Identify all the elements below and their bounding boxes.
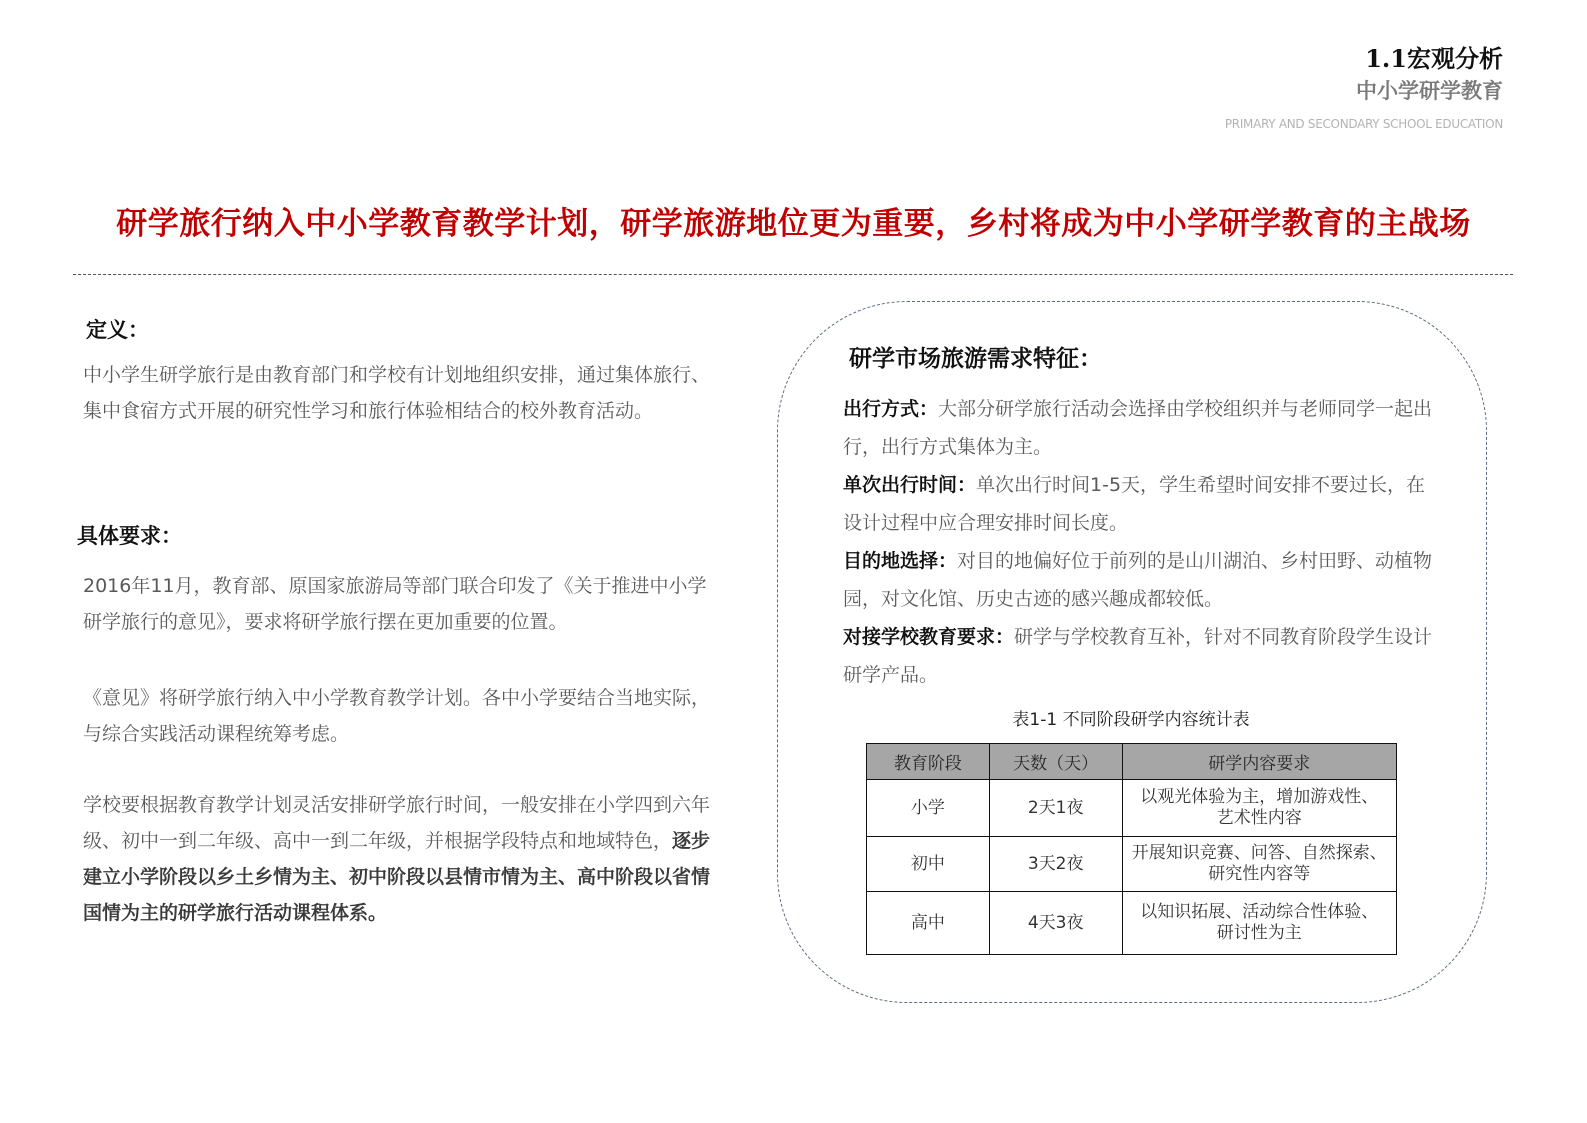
- cell-days: 3天2夜: [989, 837, 1122, 892]
- requirements-paragraph-1: 2016年11月，教育部、原国家旅游局等部门联合印发了《关于推进中小学研学旅行的意见》，要求将研学旅行摆在更加重要的位置。: [83, 575, 707, 633]
- cell-content-line: 以观光体验为主，增加游戏性、: [1140, 787, 1379, 807]
- definition-text: 中小学生研学旅行是由教育部门和学校有计划地组织安排，通过集体旅行、集中食宿方式开展的研究性学习和旅行体验相结合的校外教育活动。: [83, 364, 711, 422]
- table-row: [867, 780, 1397, 837]
- market-item-text: 对目的地偏好位于前列的是山川湖泊、乡村田野、动植物园，对文化馆、历史古迹的感兴趣成都较低。: [843, 550, 1433, 610]
- cell-stage: 小学: [867, 780, 990, 837]
- main-title: 研学旅行纳入中小学教育教学计划，研学旅游地位更为重要，乡村将成为中小学研学教育的主战场: [116, 206, 1471, 242]
- requirements-heading: 具体要求：: [77, 524, 182, 548]
- cell-days: 4天3夜: [989, 892, 1122, 955]
- cell-content-line: 研究性内容等: [1208, 864, 1311, 884]
- cell-content-line: 以知识拓展、活动综合性体验、: [1140, 902, 1379, 922]
- cell-stage: 高中: [867, 892, 990, 955]
- cell-content-line: 研讨性为主: [1216, 923, 1302, 943]
- market-heading: 研学市场旅游需求特征：: [849, 346, 1102, 372]
- market-item-label: 目的地选择：: [843, 550, 958, 572]
- market-item-trip-duration: [843, 466, 1443, 542]
- market-item-destination: [843, 542, 1443, 618]
- table-caption: 表1-1 不同阶段研学内容统计表: [1012, 710, 1250, 730]
- cell-content: [1122, 892, 1396, 955]
- market-item-label: 出行方式：: [843, 398, 939, 420]
- definition-heading: 定义：: [86, 318, 149, 342]
- cell-content: [1122, 837, 1396, 892]
- section-subtitle: 中小学研学教育: [1356, 79, 1503, 103]
- market-item-school-alignment: [843, 618, 1443, 694]
- title-divider: [73, 274, 1513, 275]
- market-item-text: 单次出行时间1-5天，学生希望时间安排不要过长，在设计过程中应合理安排时间长度。: [843, 474, 1426, 534]
- market-item-label: 对接学校教育要求：: [843, 626, 1015, 648]
- column-header-days: 天数（天）: [989, 744, 1122, 780]
- table-row: [867, 837, 1397, 892]
- stage-content-table: [866, 743, 1397, 955]
- cell-content: [1122, 780, 1396, 837]
- market-item-label: 单次出行时间：: [843, 474, 977, 496]
- requirements-paragraph-3-normal: 学校要根据教育教学计划灵活安排研学旅行时间，一般安排在小学四到六年级、初中一到二年级、高中一到二年级，并根据学段特点和地域特色，: [83, 794, 711, 852]
- page-header: [1225, 44, 1503, 132]
- requirements-paragraph-3: [83, 787, 713, 931]
- column-header-stage: 教育阶段: [867, 744, 990, 780]
- table-row: [867, 892, 1397, 955]
- section-title: 1.1宏观分析: [1365, 44, 1503, 73]
- requirements-paragraph-2: 《意见》将研学旅行纳入中小学教育教学计划。各中小学要结合当地实际，与综合实践活动课程统筹考虑。: [83, 687, 711, 745]
- market-feature-list: [843, 390, 1443, 694]
- market-item-text: 研学与学校教育互补，针对不同教育阶段学生设计研学产品。: [843, 626, 1433, 686]
- requirements-paragraph-3-bold: 逐步建立小学阶段以乡土乡情为主、初中阶段以县情市情为主、高中阶段以省情国情为主的研学旅行活动课程体系。: [83, 830, 711, 924]
- cell-days: 2天1夜: [989, 780, 1122, 837]
- cell-content-line: 艺术性内容: [1216, 808, 1302, 828]
- market-item-travel-mode: [843, 390, 1443, 466]
- column-header-content: 研学内容要求: [1122, 744, 1396, 780]
- table-header-row: [867, 744, 1397, 780]
- cell-content-line: 开展知识竞赛、问答、自然探索、: [1131, 843, 1387, 863]
- cell-stage: 初中: [867, 837, 990, 892]
- market-item-text: 大部分研学旅行活动会选择由学校组织并与老师同学一起出行，出行方式集体为主。: [843, 398, 1433, 458]
- english-subtitle: PRIMARY AND SECONDARY SCHOOL EDUCATION: [1224, 117, 1503, 131]
